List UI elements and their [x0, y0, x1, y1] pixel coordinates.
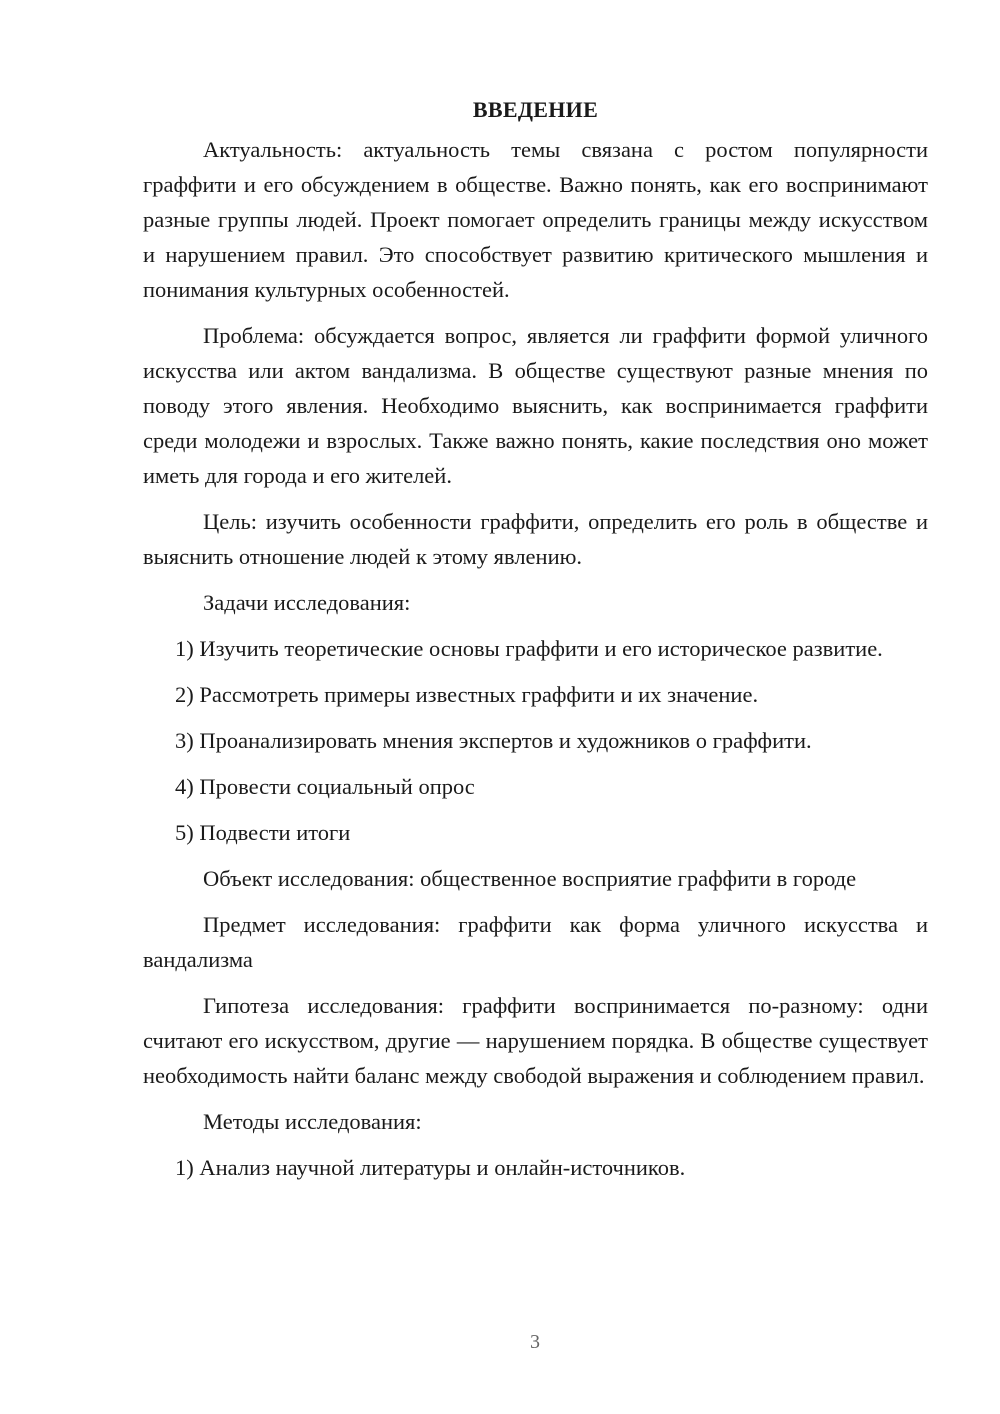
task-item-1: 1) Изучить теоретические основы граффити и его историческое развитие.: [175, 636, 883, 661]
task-item-2: 2) Рассмотреть примеры известных граффити и их значение.: [175, 682, 759, 707]
problem-paragraph: Проблема: обсуждается вопрос, является ли граффити формой уличного искусства или актом вандализма. В обществе существуют разные мнения по поводу этого явления. Необходимо выяснить, как воспринимается граффити среди молодежи и взрослых. Также важно понять, какие последствия оно может иметь для города и его жителей.: [143, 323, 928, 488]
document-page: [143, 92, 928, 1196]
task-item-4: 4) Провести социальный опрос: [175, 774, 475, 799]
object-paragraph: Объект исследования: общественное восприятие граффити в городе: [203, 866, 857, 891]
section-heading: ВВЕДЕНИЕ: [472, 97, 599, 122]
relevance-paragraph: Актуальность: актуальность темы связана с ростом популярности граффити и его обсуждением в обществе. Важно понять, как его воспринимают разные группы людей. Проект помогает определить границы между искусством и нарушением правил. Это способствует развитию критического мышления и понимания культурных особенностей.: [143, 137, 928, 302]
hypothesis-paragraph: Гипотеза исследования: граффити воспринимается по-разному: одни считают его искусством, другие — нарушением порядка. В обществе существует необходимость найти баланс между свободой выражения и соблюдением правил.: [143, 993, 928, 1088]
page-number: 3: [530, 1331, 540, 1353]
method-item-1: 1) Анализ научной литературы и онлайн-источников.: [175, 1155, 686, 1180]
goal-paragraph: Цель: изучить особенности граффити, определить его роль в обществе и выяснить отношение людей к этому явлению.: [143, 509, 928, 569]
task-item-3: 3) Проанализировать мнения экспертов и художников о граффити.: [175, 728, 812, 753]
subject-paragraph: Предмет исследования: граффити как форма уличного искусства и вандализма: [143, 912, 928, 972]
methods-heading: Методы исследования:: [203, 1109, 422, 1134]
tasks-heading: Задачи исследования:: [203, 590, 411, 615]
task-item-5: 5) Подвести итоги: [175, 820, 351, 845]
